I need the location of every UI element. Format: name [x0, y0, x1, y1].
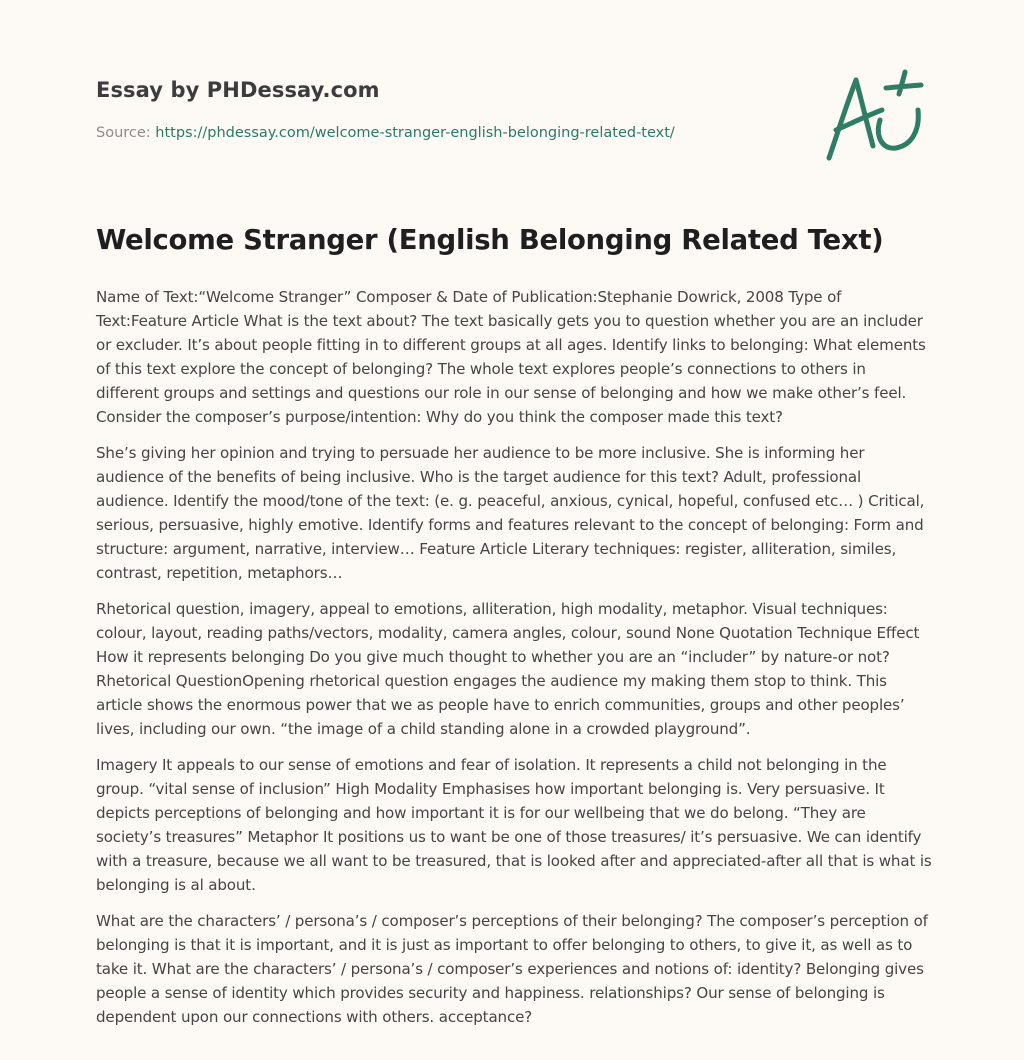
a-plus-grade-icon	[820, 66, 930, 166]
essay-paragraph: What are the characters’ / persona’s / composer’s perceptions of their belonging? The composer’s perception of belonging is that it is important, and it is just as important to offer belonging to others, to give it, as well as to take it. What are the characters’ / persona’s / composer’s experiences and notions of: identity? Belonging gives people a sense of identity which provides security and happiness. relationships? Our sense of belonging is dependent upon our connections with others. acceptance?	[96, 912, 928, 1026]
source-label: Source:	[96, 125, 156, 141]
essay-body	[96, 285, 932, 1041]
essay-paragraph: Imagery It appeals to our sense of emotions and fear of isolation. It represents a child not belonging in the group. “vital sense of inclusion” High Modality Emphasises how important belonging is. Very persuasive. It depicts perceptions of belonging and how important it is for our wellbeing that we do belong. “They are society’s treasures” Metaphor It positions us to want be one of those treasures/ it’s persuasive. We can identify with a treasure, because we all want to be treasured, that is looked after and appreciated-after all that is what is belonging is al about.	[96, 756, 932, 894]
source-link[interactable]: https://phdessay.com/welcome-stranger-english-belonging-related-text/	[155, 125, 675, 141]
site-brand: Essay by PHDessay.com	[96, 78, 380, 102]
source-line	[96, 125, 796, 141]
essay-title: Welcome Stranger (English Belonging Related Text)	[96, 224, 884, 256]
essay-paragraph: Name of Text:“Welcome Stranger” Composer & Date of Publication:Stephanie Dowrick, 2008 Type of Text:Feature Article What is the text about? The text basically gets you to question whether you are an includer or excluder. It’s about people fitting in to different groups at all ages. Identify links to belonging: What elements of this text explore the concept of belonging? The whole text explores people’s connections to others in different groups and settings and questions our role in our sense of belonging and how we make other’s feel. Consider the composer’s purpose/intention: Why do you think the composer made this text?	[96, 288, 926, 426]
essay-paragraph: She’s giving her opinion and trying to persuade her audience to be more inclusive. She is informing her audience of the benefits of being inclusive. Who is the target audience for this text? Adult, professional audience. Identify the mood/tone of the text: (e. g. peaceful, anxious, cynical, hopeful, confused etc… ) Critical, serious, persuasive, highly emotive. Identify forms and features relevant to the concept of belonging: Form and structure: argument, narrative, interview… Feature Article Literary techniques: register, alliteration, similes, contrast, repetition, metaphors…	[96, 444, 925, 582]
essay-paragraph: Rhetorical question, imagery, appeal to emotions, alliteration, high modality, metaphor. Visual techniques: colour, layout, reading paths/vectors, modality, camera angles, colour, sound None Quotation Technique Effect How it represents belonging Do you give much thought to whether you are an “includer” by nature-or not? Rhetorical QuestionOpening rhetorical question engages the audience my making them stop to think. This article shows the enormous power that we as people have to enrich communities, groups and other peoples’ lives, including our own. “the image of a child standing alone in a crowded playground”.	[96, 600, 920, 738]
page-header	[96, 78, 796, 141]
